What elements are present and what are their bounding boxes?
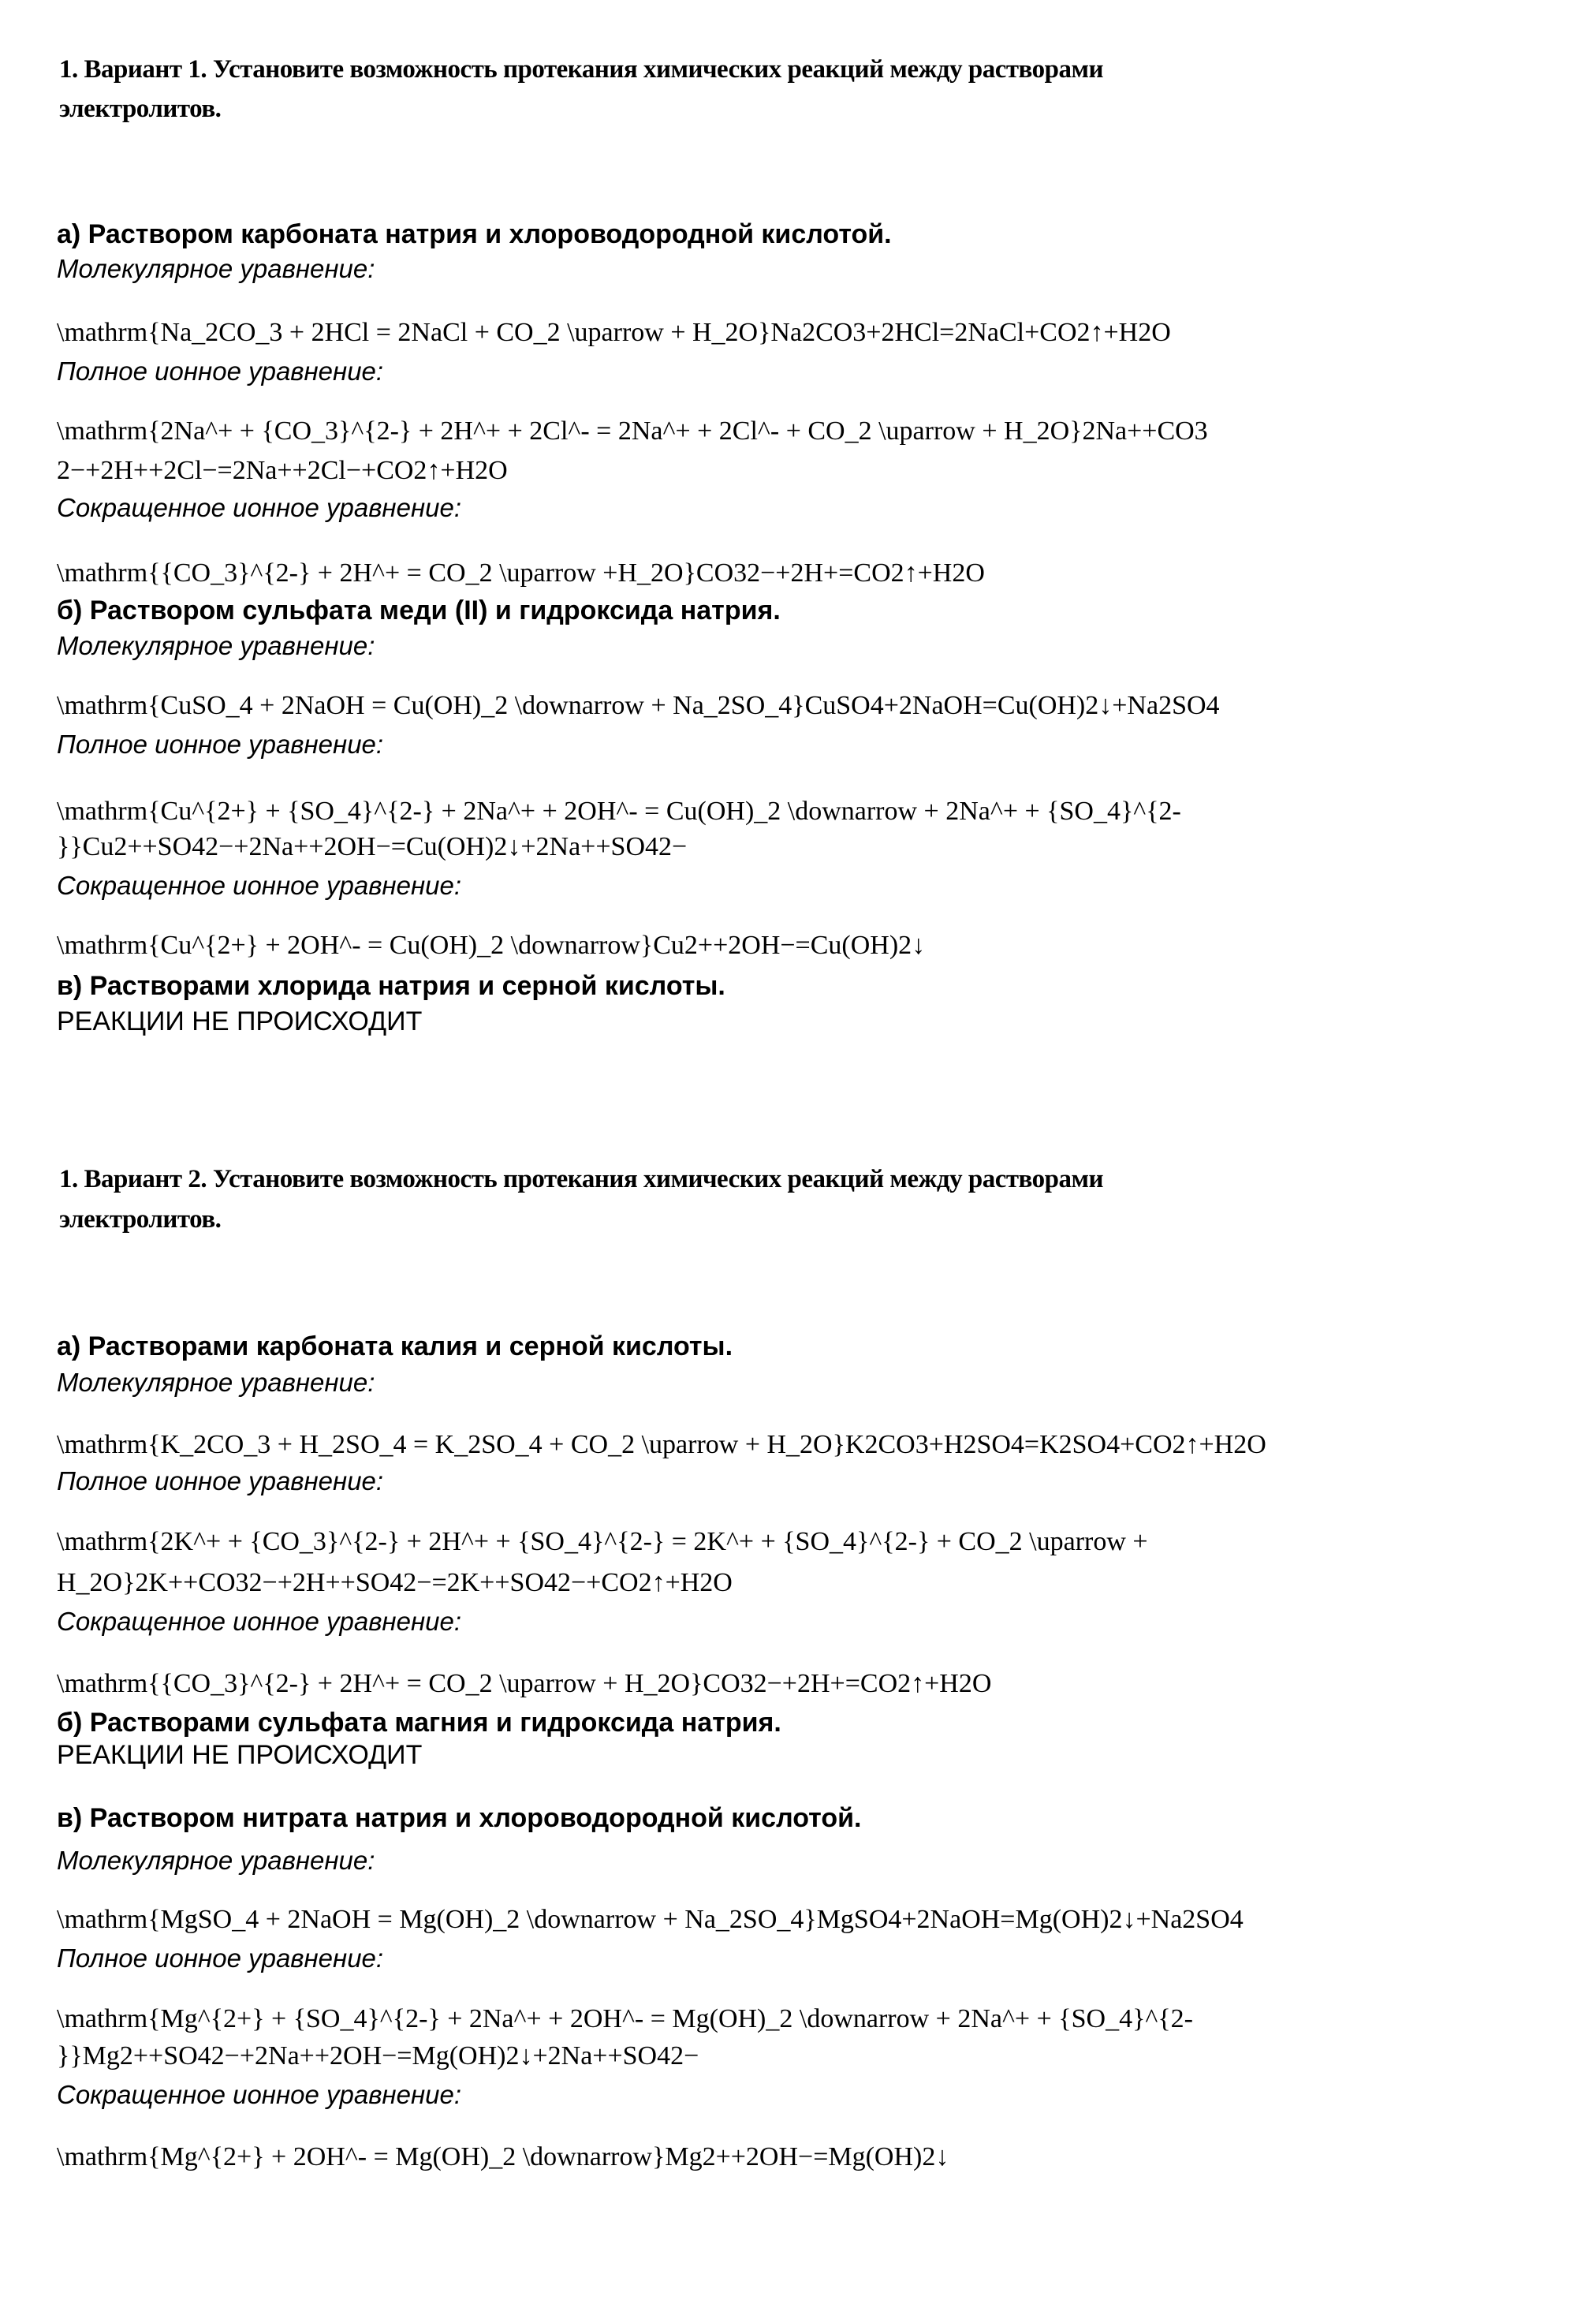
v1-b-full-ionic-equation-line2: }}Cu2++SO42−+2Na++2OH−=Cu(OH)2↓+2Na++SO42−: [57, 832, 688, 861]
v2-a-molecular-label: Молекулярное уравнение:: [57, 1368, 375, 1397]
v2-section-b-heading: б) Растворами сульфата магния и гидроксида натрия.: [57, 1708, 781, 1738]
variant2-title-line1: 1. Вариант 2. Установите возможность протекания химических реакций между растворами: [59, 1165, 1103, 1193]
v2-v-molecular-equation: \mathrm{MgSO_4 + 2NaOH = Mg(OH)_2 \downarrow + Na_2SO_4}MgSO4+2NaOH=Mg(OH)2↓+Na2SO4: [57, 1905, 1244, 1934]
v1-a-molecular-equation: \mathrm{Na_2CO_3 + 2HCl = 2NaCl + CO_2 \uparrow + H_2O}Na2CO3+2HCl=2NaCl+CO2↑+H2O: [57, 318, 1171, 347]
v1-a-short-ionic-equation: \mathrm{{CO_3}^{2-} + 2H^+ = CO_2 \uparrow +H_2O}CO32−+2H+=CO2↑+H2O: [57, 558, 985, 588]
v2-v-short-ionic-equation: \mathrm{Mg^{2+} + 2OH^- = Mg(OH)_2 \downarrow}Mg2++2OH−=Mg(OH)2↓: [57, 2142, 949, 2171]
v2-section-v-heading: в) Раствором нитрата натрия и хлороводородной кислотой.: [57, 1803, 862, 1833]
v1-b-full-ionic-equation-line1: \mathrm{Cu^{2+} + {SO_4}^{2-} + 2Na^+ + 2OH^- = Cu(OH)_2 \downarrow + 2Na^+ + {SO_4}^{2-: [57, 797, 1181, 826]
v1-v-no-reaction-text: РЕАКЦИИ НЕ ПРОИСХОДИТ: [57, 1006, 423, 1036]
v1-section-b-heading: б) Раствором сульфата меди (II) и гидроксида натрия.: [57, 596, 781, 625]
v1-a-molecular-label: Молекулярное уравнение:: [57, 254, 375, 283]
v1-b-short-ionic-equation: \mathrm{Cu^{2+} + 2OH^- = Cu(OH)_2 \downarrow}Cu2++2OH−=Cu(OH)2↓: [57, 931, 926, 960]
v2-v-full-ionic-equation-line1: \mathrm{Mg^{2+} + {SO_4}^{2-} + 2Na^+ + 2OH^- = Mg(OH)_2 \downarrow + 2Na^+ + {SO_4}^{2-: [57, 2004, 1193, 2033]
v2-a-full-ionic-equation-line2: H_2O}2K++CO32−+2H++SO42−=2K++SO42−+CO2↑+H2O: [57, 1568, 733, 1597]
v2-v-molecular-label: Молекулярное уравнение:: [57, 1846, 375, 1875]
v2-b-no-reaction-text: РЕАКЦИИ НЕ ПРОИСХОДИТ: [57, 1740, 423, 1770]
v2-a-short-ionic-label: Сокращенное ионное уравнение:: [57, 1607, 461, 1636]
v1-a-short-ionic-label: Сокращенное ионное уравнение:: [57, 493, 461, 522]
v2-a-full-ionic-equation-line1: \mathrm{2K^+ + {CO_3}^{2-} + 2H^+ + {SO_4}^{2-} = 2K^+ + {SO_4}^{2-} + CO_2 \uparrow +: [57, 1527, 1148, 1556]
variant1-title-line1: 1. Вариант 1. Установите возможность протекания химических реакций между растворами: [59, 55, 1103, 84]
v1-b-molecular-equation: \mathrm{CuSO_4 + 2NaOH = Cu(OH)_2 \downarrow + Na_2SO_4}CuSO4+2NaOH=Cu(OH)2↓+Na2SO4: [57, 691, 1220, 720]
v1-a-full-ionic-equation-line1: \mathrm{2Na^+ + {CO_3}^{2-} + 2H^+ + 2Cl^- = 2Na^+ + 2Cl^- + CO_2 \uparrow + H_2O}2Na++CO3: [57, 416, 1208, 446]
v1-section-a-heading: а) Раствором карбоната натрия и хлороводородной кислотой.: [57, 219, 892, 249]
v1-b-short-ionic-label: Сокращенное ионное уравнение:: [57, 871, 461, 900]
v1-section-v-heading: в) Растворами хлорида натрия и серной кислоты.: [57, 971, 725, 1001]
variant1-title-line2: электролитов.: [59, 95, 222, 123]
v2-a-short-ionic-equation: \mathrm{{CO_3}^{2-} + 2H^+ = CO_2 \uparrow + H_2O}CO32−+2H+=CO2↑+H2O: [57, 1669, 992, 1698]
v2-v-full-ionic-label: Полное ионное уравнение:: [57, 1943, 384, 1973]
v1-a-full-ionic-label: Полное ионное уравнение:: [57, 357, 384, 386]
v1-b-molecular-label: Молекулярное уравнение:: [57, 631, 375, 660]
v2-section-a-heading: а) Растворами карбоната калия и серной кислоты.: [57, 1331, 733, 1361]
v2-a-molecular-equation: \mathrm{K_2CO_3 + H_2SO_4 = K_2SO_4 + CO_2 \uparrow + H_2O}K2CO3+H2SO4=K2SO4+CO2↑+H2O: [57, 1430, 1266, 1459]
v2-v-short-ionic-label: Сокращенное ионное уравнение:: [57, 2080, 461, 2109]
v2-a-full-ionic-label: Полное ионное уравнение:: [57, 1466, 384, 1495]
v1-a-full-ionic-equation-line2: 2−+2H++2Cl−=2Na++2Cl−+CO2↑+H2O: [57, 456, 508, 485]
variant2-title-line2: электролитов.: [59, 1205, 222, 1234]
v2-v-full-ionic-equation-line2: }}Mg2++SO42−+2Na++2OH−=Mg(OH)2↓+2Na++SO42−: [57, 2041, 699, 2070]
v1-b-full-ionic-label: Полное ионное уравнение:: [57, 730, 384, 759]
